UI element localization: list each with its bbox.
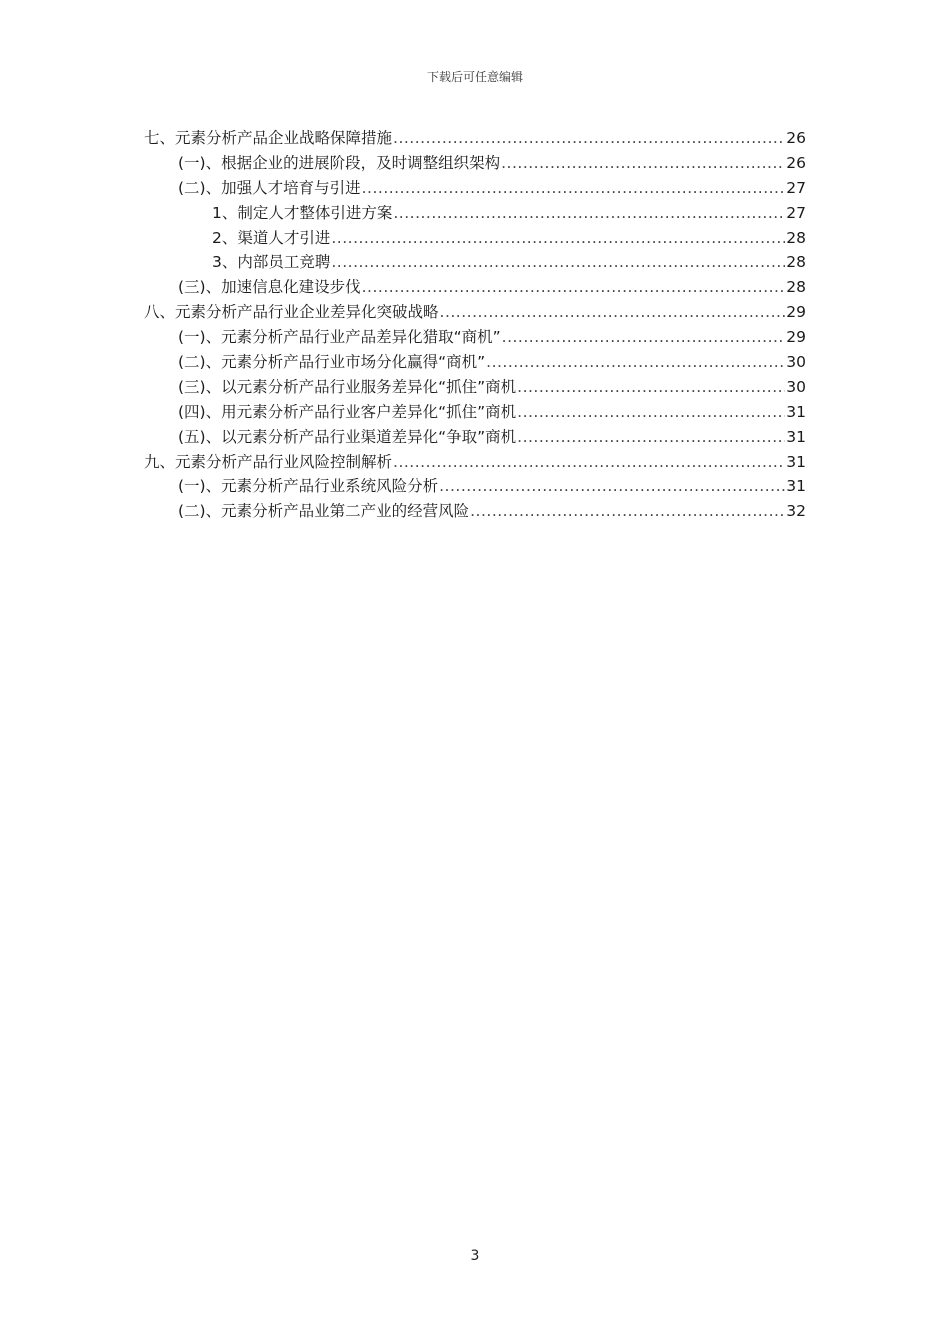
toc-entry[interactable] (144, 151, 806, 176)
toc-entry[interactable] (144, 499, 806, 524)
toc-entry-page: 29 (786, 303, 806, 322)
toc-dot-leader (331, 250, 785, 275)
toc-entry[interactable] (144, 325, 806, 350)
page-header: 下载后可任意编辑 (426, 70, 523, 84)
toc-dot-leader (393, 450, 785, 475)
toc-entry-page: 28 (786, 253, 806, 272)
toc-entry[interactable] (144, 201, 806, 226)
toc-entry-title: 八、元素分析产品行业企业差异化突破战略 (144, 303, 439, 322)
toc-dot-leader (501, 151, 785, 176)
toc-entry-title: 1、制定人才整体引进方案 (212, 203, 393, 222)
toc-entry-title: (五)、以元素分析产品行业渠道差异化“争取”商机 (178, 427, 517, 446)
table-of-contents (144, 126, 806, 524)
toc-entry[interactable] (144, 425, 806, 450)
toc-dot-leader (362, 176, 786, 201)
toc-entry[interactable] (144, 176, 806, 201)
toc-dot-leader (470, 499, 785, 524)
toc-dot-leader (393, 126, 785, 151)
toc-entry[interactable] (144, 350, 806, 375)
toc-entry[interactable] (144, 375, 806, 400)
toc-dot-leader (362, 275, 786, 300)
toc-entry-title: (一)、元素分析产品行业系统风险分析 (178, 477, 439, 496)
toc-dot-leader (439, 474, 785, 499)
toc-entry-page: 27 (786, 178, 806, 197)
toc-dot-leader (502, 325, 786, 350)
toc-entry-page: 29 (786, 328, 806, 347)
toc-entry-page: 28 (786, 228, 806, 247)
toc-entry[interactable] (144, 126, 806, 151)
toc-entry[interactable] (144, 474, 806, 499)
toc-dot-leader (393, 201, 785, 226)
toc-dot-leader (440, 300, 786, 325)
page-number: 3 (470, 1248, 480, 1264)
toc-entry-title: (一)、根据企业的进展阶段，及时调整组织架构 (178, 153, 501, 172)
toc-entry-title: (一)、元素分析产品行业产品差异化猎取“商机” (178, 328, 501, 347)
toc-entry-title: 七、元素分析产品企业战略保障措施 (144, 129, 393, 147)
toc-entry-page: 28 (786, 278, 806, 297)
toc-dot-leader (331, 226, 785, 251)
toc-entry-page: 32 (786, 502, 806, 521)
toc-entry-title: (三)、加速信息化建设步伐 (178, 278, 361, 297)
toc-entry[interactable] (144, 450, 806, 475)
toc-entry-page: 26 (786, 129, 806, 147)
toc-entry-page: 31 (786, 477, 806, 496)
toc-entry-title: 2、渠道人才引进 (212, 228, 331, 247)
toc-entry-page: 31 (786, 402, 806, 421)
toc-entry[interactable] (144, 226, 806, 251)
toc-entry[interactable] (144, 250, 806, 275)
toc-entry-page: 27 (786, 203, 806, 222)
toc-entry-title: 九、元素分析产品行业风险控制解析 (144, 452, 393, 471)
toc-dot-leader (517, 425, 785, 450)
toc-entry[interactable] (144, 275, 806, 300)
toc-entry-title: (四)、用元素分析产品行业客户差异化“抓住”商机 (178, 402, 517, 421)
toc-dot-leader (517, 400, 785, 425)
toc-entry-page: 31 (786, 452, 806, 471)
toc-entry-title: (二)、元素分析产品行业市场分化赢得“商机” (178, 353, 486, 372)
toc-entry-page: 26 (786, 153, 806, 172)
toc-dot-leader (486, 350, 785, 375)
toc-entry-title: (三)、以元素分析产品行业服务差异化“抓住”商机 (178, 377, 517, 396)
toc-entry-title: (二)、加强人才培育与引进 (178, 178, 361, 197)
toc-entry-page: 30 (786, 377, 806, 396)
toc-entry-page: 30 (786, 353, 806, 372)
toc-entry[interactable] (144, 400, 806, 425)
toc-entry[interactable] (144, 300, 806, 325)
toc-dot-leader (517, 375, 785, 400)
toc-entry-title: 3、内部员工竞聘 (212, 253, 331, 272)
toc-entry-title: (二)、元素分析产品业第二产业的经营风险 (178, 502, 470, 521)
toc-entry-page: 31 (786, 427, 806, 446)
